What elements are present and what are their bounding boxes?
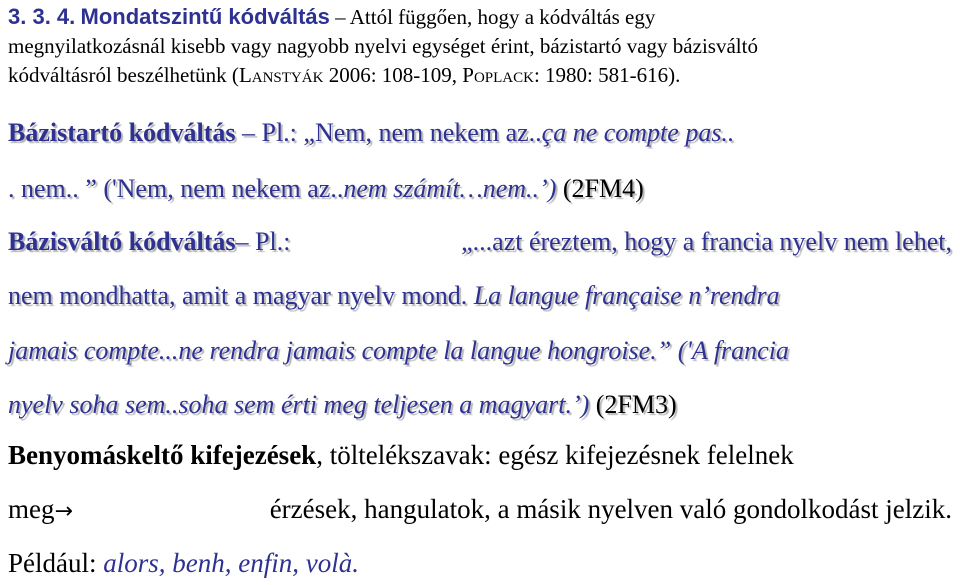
- impression-text-1: , töltelékszavak: egész kifejezésnek felelnek: [316, 440, 794, 470]
- arrow-icon: →: [54, 499, 73, 524]
- base-switching-french-2: jamais compte...ne rendra jamais compte la langue hongroise.”: [8, 336, 672, 365]
- intro-text-3c: : 1980: 581-616).: [533, 63, 681, 87]
- base-switching-translation-1: ('A francia: [677, 336, 789, 365]
- base-keeping-example: „Nem, nem nekem az..: [303, 118, 542, 147]
- base-keeping-line-2: [8, 174, 644, 204]
- base-keeping-french: ça ne compte pas..: [541, 118, 735, 147]
- base-switching-code: (2FM3): [595, 390, 677, 419]
- heading-line: [8, 2, 655, 32]
- impression-text-2b: érzések, hangulatok, a másik nyelven való gondolkodást jelzik.: [269, 494, 952, 524]
- examples-line: [8, 548, 359, 579]
- intro-line-3: [8, 61, 680, 90]
- intro-text-2: megnyilatkozásnál kisebb vagy nagyobb nyelvi egységet érint, bázistartó vagy bázisváltó: [8, 34, 758, 58]
- intro-text-1: Attól függően, hogy a kódváltás egy: [349, 5, 656, 29]
- citation-author-2: Poplack: [462, 63, 534, 87]
- base-switching-line-4: [8, 390, 677, 420]
- intro-line-2: [8, 32, 758, 61]
- base-keeping-code: (2FM4): [562, 174, 644, 203]
- base-switching-quote-1: „...azt éreztem, hogy a francia nyelv nem lehet,: [461, 227, 952, 256]
- base-switching-quote-2: nem mondhatta, amit a magyar nyelv mond.: [8, 281, 468, 310]
- impression-line-1: [8, 440, 794, 471]
- intro-text-3a: kódváltásról beszélhetünk (: [8, 63, 239, 87]
- base-switching-french-1: La langue française n’rendra: [473, 281, 780, 310]
- base-keeping-translation-italic: nem számít…nem..’): [343, 174, 557, 203]
- base-switching-translation-2: nyelv soha sem..soha sem érti meg teljesen a magyart.’): [8, 390, 590, 419]
- examples-list: alors, benh, enfin, volà.: [103, 548, 359, 578]
- base-switching-dash: – Pl.:: [235, 227, 291, 256]
- base-switching-line-3: [8, 336, 789, 366]
- base-switching-label: Bázisváltó kódváltás: [8, 227, 236, 256]
- impression-text-2a: meg: [8, 494, 55, 524]
- section-number: 3. 3. 4.: [8, 4, 76, 29]
- base-keeping-translation: ('Nem, nem nekem az..: [103, 174, 344, 203]
- citation-author-1: Lanstyák: [238, 63, 324, 87]
- base-keeping-dash: – Pl.:: [235, 118, 304, 147]
- base-switching-line-1: [8, 227, 952, 257]
- section-title: Mondatszintű kódváltás: [80, 4, 330, 29]
- base-keeping-example-end: . nem.. ”: [8, 174, 97, 203]
- title-dash: –: [335, 5, 346, 29]
- impression-label-1: Benyomáskeltő: [8, 440, 184, 470]
- examples-label: Például:: [8, 548, 104, 578]
- base-keeping-line-1: [8, 118, 734, 148]
- base-switching-line-2: [8, 281, 780, 311]
- impression-line-2: [8, 494, 952, 525]
- impression-label-2: kifejezések: [190, 440, 317, 470]
- base-keeping-label: Bázistartó kódváltás: [8, 118, 236, 147]
- intro-text-3b: 2006: 108-109,: [323, 63, 463, 87]
